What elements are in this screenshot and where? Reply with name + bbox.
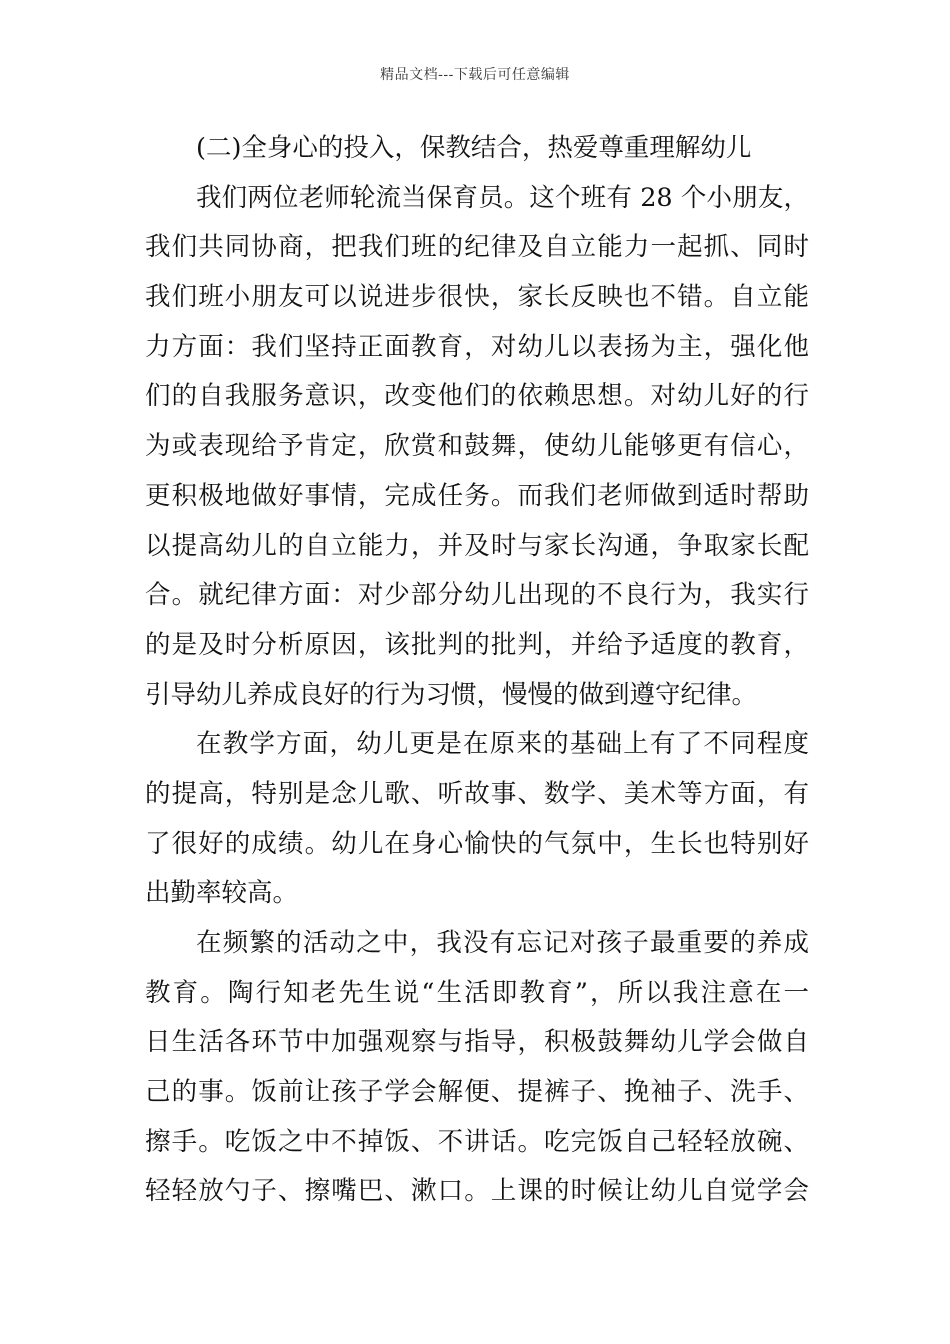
text-line: 的是及时分析原因，该批判的批判，并给予适度的教育， [145, 629, 809, 660]
document-body [145, 124, 809, 1217]
text-line: 在频繁的活动之中，我没有忘记对孩子最重要的养成 [196, 928, 809, 958]
text-line: 更积极地做好事情，完成任务。而我们老师做到适时帮助 [145, 480, 809, 511]
text-line: 轻轻放勺子、擦嘴巴、漱口。上课的时候让幼儿自觉学会 [145, 1176, 809, 1207]
text-line: 教育。陶行知老先生说“生活即教育”，所以我注意在一 [145, 977, 809, 1008]
section-heading: (二)全身心的投入，保教结合，热爱尊重理解幼儿 [196, 133, 752, 163]
text-line: 引导幼儿养成良好的行为习惯，慢慢的做到遵守纪律。 [145, 679, 758, 710]
text-line: 我们班小朋友可以说进步很快，家长反映也不错。自立能 [145, 282, 809, 313]
text-line: 出勤率较高。 [145, 878, 299, 909]
page-watermark-header: 精品文档---下载后可任意编辑 [380, 67, 570, 83]
text-line: 合。就纪律方面：对少部分幼儿出现的不良行为，我实行 [145, 580, 809, 611]
text-line: 我们共同协商，把我们班的纪律及自立能力一起抓、同时 [145, 232, 809, 263]
text-line: 擦手。吃饭之中不掉饭、不讲话。吃完饭自己轻轻放碗、 [145, 1126, 809, 1157]
text-line: 在教学方面，幼儿更是在原来的基础上有了不同程度 [196, 729, 809, 760]
text-line: 们的自我服务意识，改变他们的依赖思想。对幼儿好的行 [145, 381, 809, 412]
text-line: 日生活各环节中加强观察与指导，积极鼓舞幼儿学会做自 [145, 1027, 809, 1058]
text-line: 力方面：我们坚持正面教育，对幼儿以表扬为主，强化他 [145, 331, 809, 362]
text-line: 的提高，特别是念儿歌、听故事、数学、美术等方面，有 [145, 778, 809, 809]
text-line: 以提高幼儿的自立能力，并及时与家长沟通，争取家长配 [145, 530, 809, 561]
text-line: 为或表现给予肯定，欣赏和鼓舞，使幼儿能够更有信心， [145, 431, 809, 462]
text-line: 己的事。饭前让孩子学会解便、提裤子、挽袖子、洗手、 [145, 1077, 809, 1108]
text-line: 我们两位老师轮流当保育员。这个班有 28 个小朋友， [196, 182, 809, 213]
text-line: 了很好的成绩。幼儿在身心愉快的气氛中，生长也特别好 [145, 828, 809, 859]
